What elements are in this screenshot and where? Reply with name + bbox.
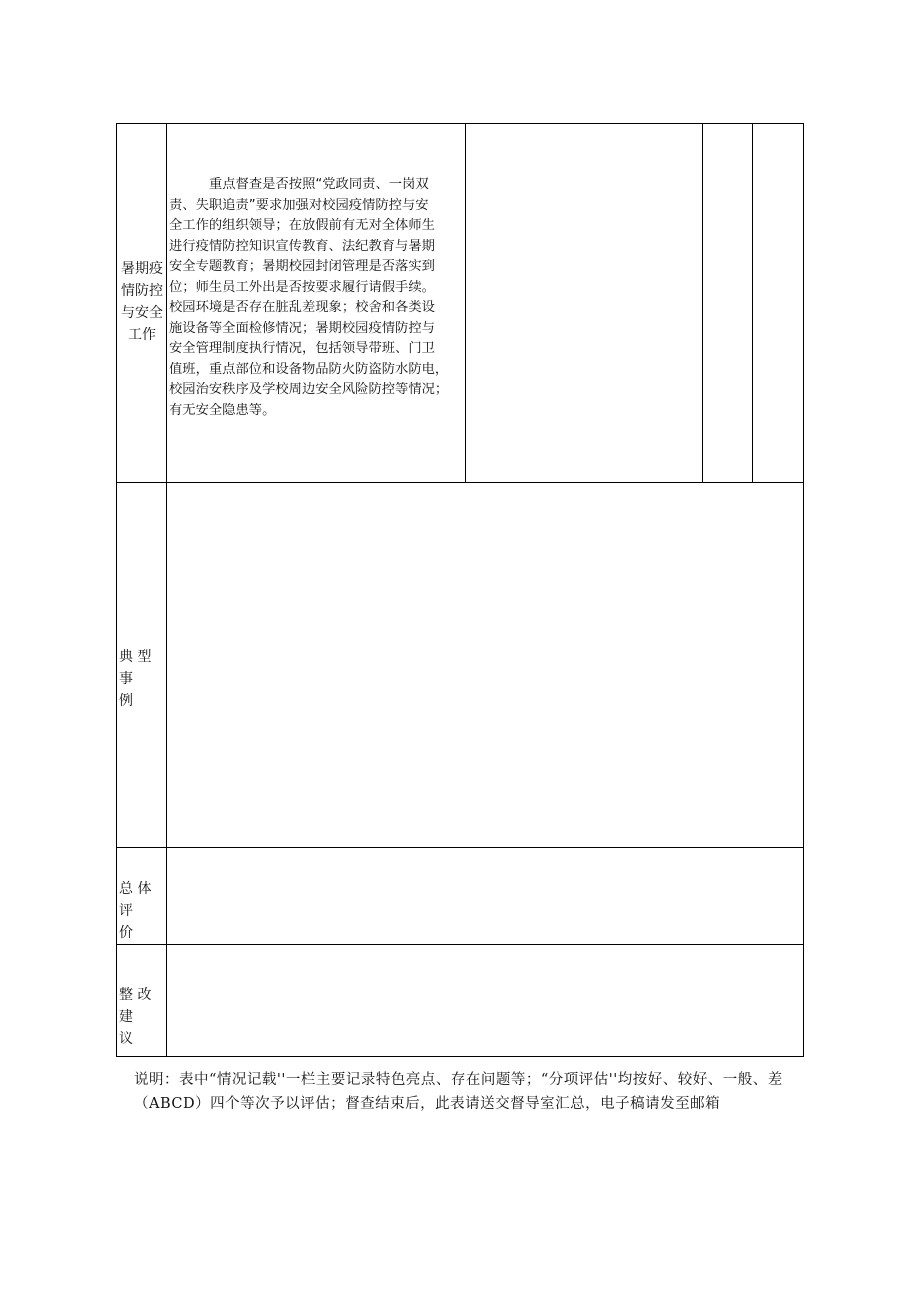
rectification-cell[interactable] bbox=[167, 945, 803, 1056]
safety-content: 重点督查是否按照“党政同责、一岗双 责、失职追责”要求加强对校园疫情防控与安 全工作的组织领导；在放假前有无对全体师生 进行疫情防控知识宣传教育、法纪教育与暑期 安全专题教育；暑期校园封闭管理是否落实到 位；师生员工外出是否按要求履行请假手续。 校园环境是否存在脏乱差现象；校舍和各类设 施设备等全面检修情况；暑期校园疫情防控与 安全管理制度执行情况，包括领导带班、门卫 值班，重点部位和设备物品防火防盗防水防电， 校园治安秩序及学校周边安全风险防控等情况； 有无安全隐患等。 bbox=[169, 177, 449, 418]
item-evaluation-cell-2[interactable] bbox=[753, 124, 803, 482]
situation-record-cell[interactable] bbox=[466, 124, 702, 482]
footnote: 说明：表中“情况记载''一栏主要记录特色亮点、存在问题等；“分项评估''均按好、较好、一般、差（ABCD）四个等次予以评估；督查结束后，此表请送交督导室汇总，电子稿请发至邮箱 bbox=[134, 1072, 783, 1112]
row-label-rectify: 整 改 建 议 bbox=[119, 987, 152, 1047]
table-border-bottom bbox=[116, 1056, 804, 1057]
row-label-typical: 典 型 事 例 bbox=[119, 649, 152, 709]
row-label-safety: 暑期疫 情防控 与安全 工作 bbox=[121, 261, 163, 343]
item-evaluation-cell-1[interactable] bbox=[703, 124, 752, 482]
table-border-right bbox=[803, 123, 804, 1057]
overall-evaluation-cell[interactable] bbox=[167, 848, 803, 944]
typical-cases-cell[interactable] bbox=[167, 483, 803, 847]
row-label-overall: 总 体 评 价 bbox=[119, 881, 152, 941]
